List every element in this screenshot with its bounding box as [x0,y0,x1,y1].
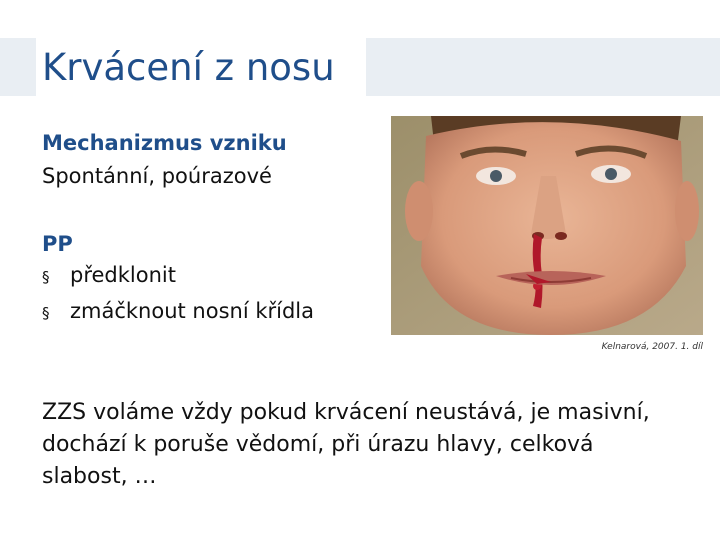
title-band-left [0,38,36,96]
first-aid-heading: PP [42,232,73,256]
mechanism-heading: Mechanizmus vzniku [42,131,287,155]
slide-title: Krvácení z nosu [42,46,335,89]
title-band-right [366,38,720,96]
image-caption: Kelnarová, 2007. 1. díl [601,342,703,352]
first-aid-bullet [42,298,314,326]
bullet-marker: § [42,268,50,286]
mechanism-text: Spontánní, poúrazové [42,164,272,188]
nosebleed-photo [391,116,703,335]
first-aid-bullet [42,262,176,290]
bullet-marker: § [42,304,50,322]
bullet-text: předklonit [70,263,176,287]
ems-note: ZZS voláme vždy pokud krvácení neustává, je masivní, dochází k poruše vědomí, při úrazu hlavy, celková slabost, … [42,400,650,489]
bullet-text: zmáčknout nosní křídla [70,299,315,323]
